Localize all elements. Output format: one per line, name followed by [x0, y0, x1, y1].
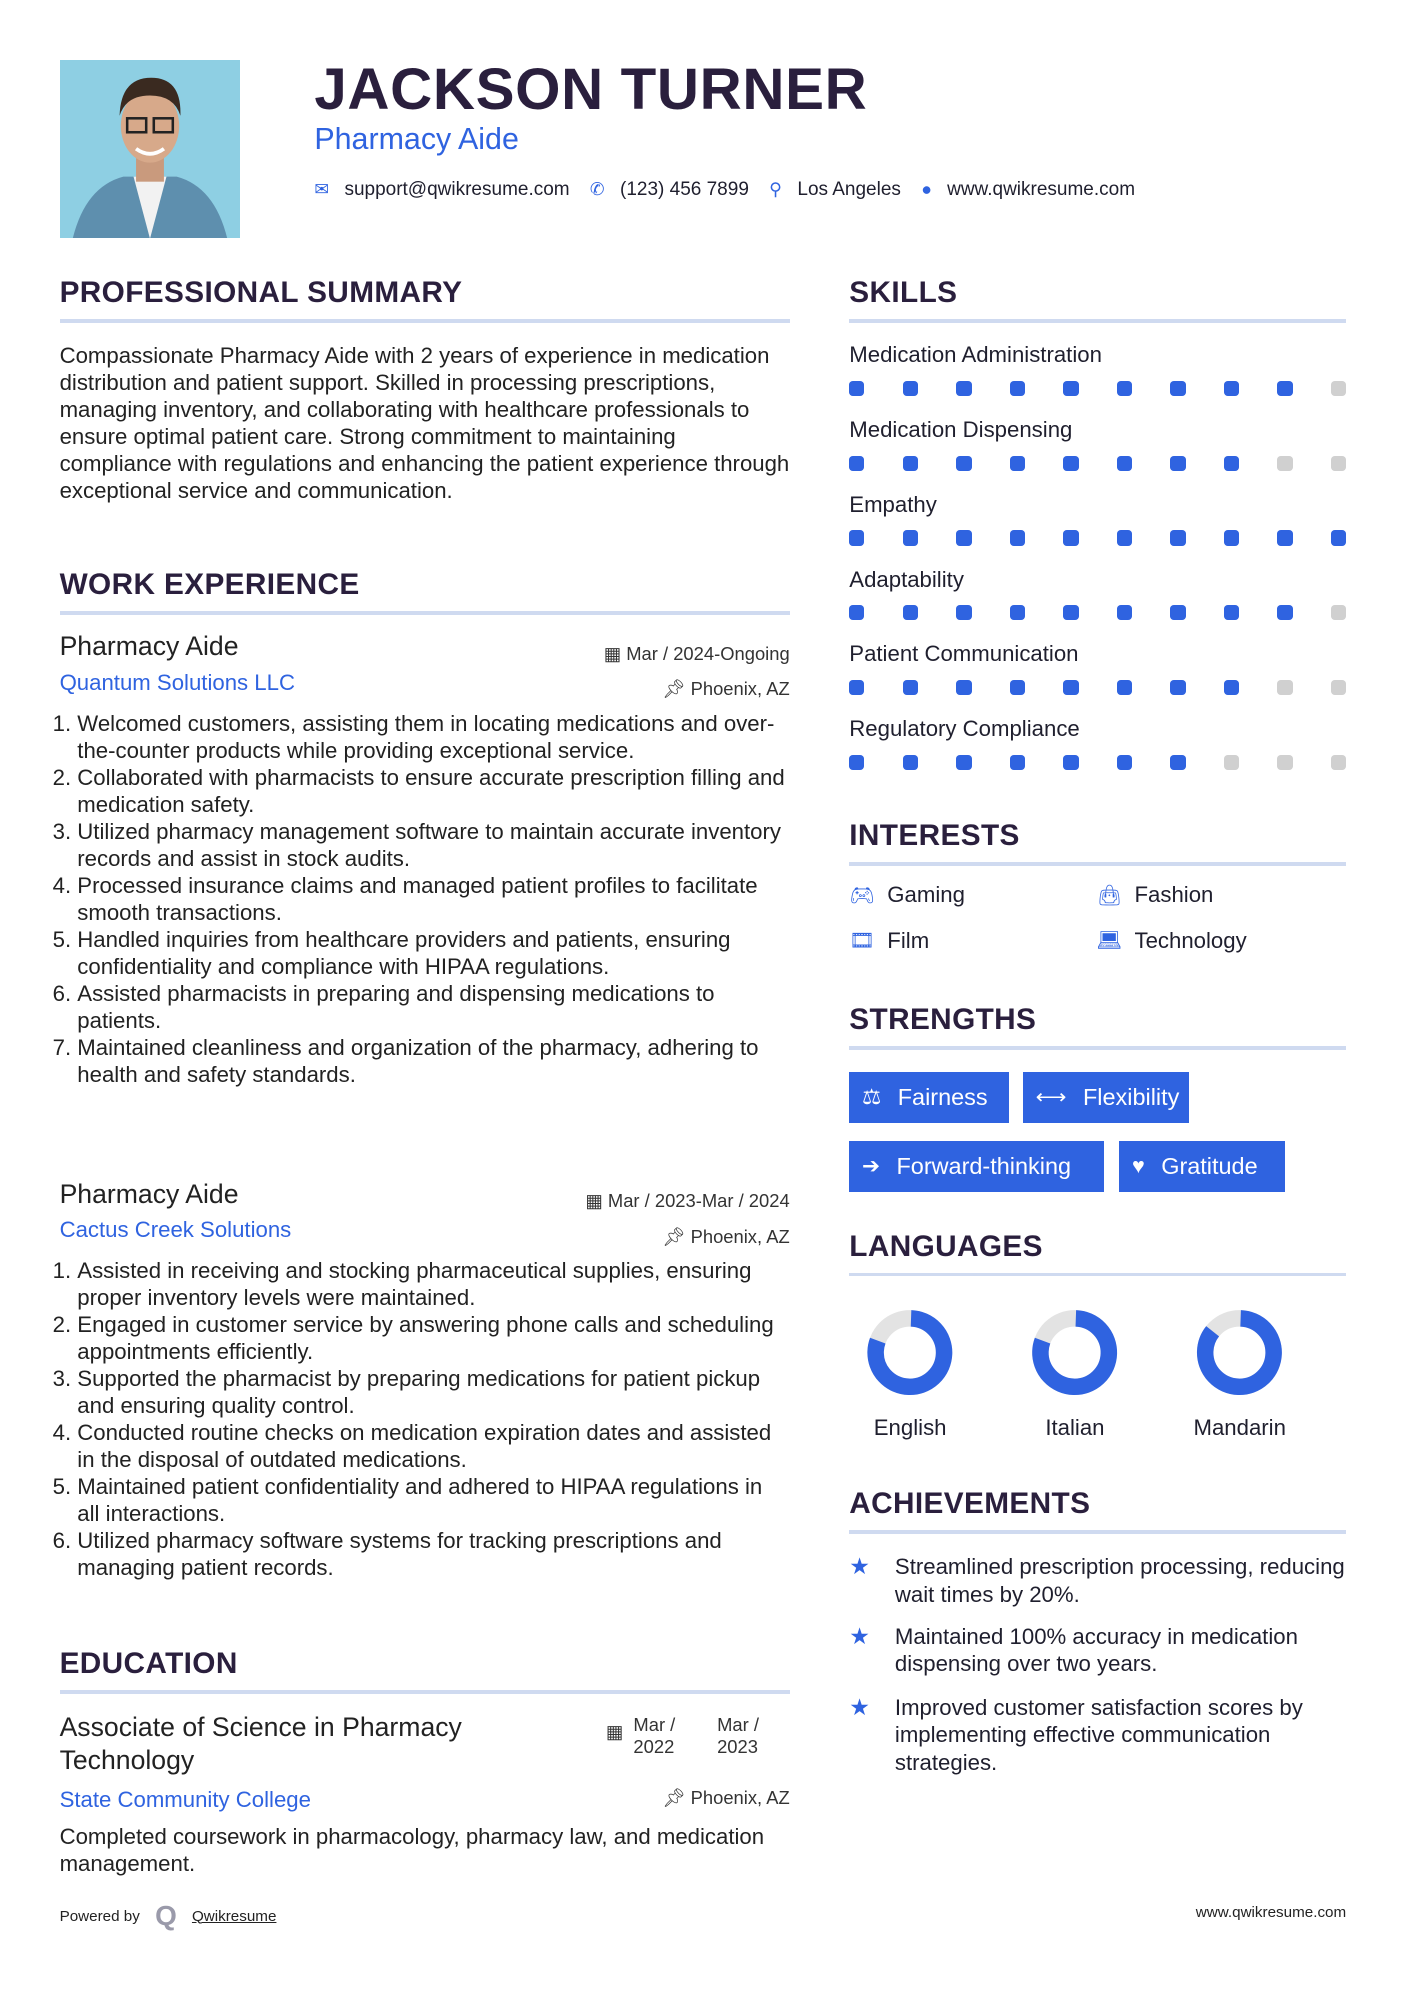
rating-dot	[1063, 680, 1078, 695]
rating-dot	[903, 605, 918, 620]
rating-dot	[1170, 381, 1185, 396]
skill-rating	[849, 605, 1346, 620]
pin-icon: 📌︎	[662, 678, 691, 700]
rating-dot	[849, 456, 864, 471]
job-duties	[60, 1257, 790, 1581]
skill-row	[849, 342, 1346, 417]
skill-rating	[849, 381, 1346, 396]
envelope-icon: ✉	[314, 179, 330, 200]
summary-heading: PROFESSIONAL SUMMARY	[59, 276, 463, 310]
skill-rating	[849, 755, 1346, 770]
strength-label: Forward-thinking	[896, 1152, 1072, 1179]
rating-dot	[849, 680, 864, 695]
school-location	[662, 1787, 790, 1809]
rating-dot	[1117, 680, 1132, 695]
footer-website[interactable]: www.qwikresume.com	[1195, 1903, 1347, 1921]
arrows-horizontal-icon: ⟷	[1035, 1085, 1067, 1110]
rating-dot	[903, 755, 918, 770]
skill-row	[849, 567, 1346, 642]
skills-heading: SKILLS	[849, 276, 958, 310]
rating-dot	[1224, 755, 1239, 770]
job-entry	[60, 1179, 790, 1582]
achievement-item	[849, 1623, 1356, 1679]
globe-icon: ●	[921, 179, 932, 200]
rating-dot	[1010, 381, 1025, 396]
rating-dot	[849, 381, 864, 396]
job-date	[585, 1190, 789, 1212]
rating-dot	[1010, 755, 1025, 770]
rating-dot	[903, 456, 918, 471]
shopping-bag-icon: 👜︎	[1096, 884, 1123, 907]
rating-dot	[1224, 605, 1239, 620]
rating-dot	[1063, 456, 1078, 471]
duty-item: 3. Supported the pharmacist by preparing medications for patient pickup and ensuring quality control.	[77, 1365, 789, 1419]
interest-label: Technology	[1134, 927, 1247, 953]
rating-dot	[1331, 755, 1346, 770]
qwikresume-logo-icon: Q	[155, 1900, 177, 1932]
rating-dot	[1224, 456, 1239, 471]
location-text: Los Angeles	[797, 178, 901, 200]
rating-dot	[1010, 605, 1025, 620]
calendar-icon: ▦	[585, 1190, 608, 1212]
duty-item: 5. Handled inquiries from healthcare providers and patients, ensuring confidentiality and compliance with HIPAA regulations.	[77, 926, 789, 980]
rating-dot	[1170, 680, 1185, 695]
strength-forward-thinking	[849, 1141, 1104, 1192]
location-text: Phoenix, AZ	[690, 1225, 790, 1247]
skill-row	[849, 492, 1346, 567]
map-pin-icon: ⚲	[769, 179, 783, 200]
rating-dot	[1063, 755, 1078, 770]
skill-label: Adaptability	[849, 566, 964, 592]
rating-dot	[1117, 605, 1132, 620]
duty-item: 7. Maintained cleanliness and organization of the pharmacy, adhering to health and safety standards.	[77, 1034, 789, 1088]
skill-label: Patient Communication	[849, 641, 1079, 667]
pin-icon: 📌︎	[662, 1225, 691, 1247]
rating-dot	[1331, 530, 1346, 545]
balance-scale-icon: ⚖	[861, 1085, 882, 1110]
skill-label: Medication Administration	[849, 342, 1102, 368]
skill-label: Medication Dispensing	[849, 417, 1073, 443]
achievements-heading: ACHIEVEMENTS	[849, 1486, 1091, 1520]
skill-row	[849, 417, 1346, 492]
website-link[interactable]: www.qwikresume.com	[947, 178, 1136, 200]
strength-label: Flexibility	[1082, 1084, 1180, 1111]
achievement-item	[849, 1694, 1356, 1778]
degree-title: Associate of Science in Pharmacy Technology	[59, 1712, 462, 1776]
summary-text: Compassionate Pharmacy Aide with 2 years of experience in medication distribution and patient support. Skilled in processing prescriptions, managing inventory, and collaborating with healthcare professionals to ensure optimal patient care. Strong commitment to maintaining compliance with regulations and enhancing the patient experience through exceptional service and communication.	[59, 343, 790, 504]
duty-item: 1. Assisted in receiving and stocking pharmaceutical supplies, ensuring proper inventory levels were maintained.	[77, 1257, 789, 1311]
rating-dot	[1117, 530, 1132, 545]
rating-dot	[1063, 381, 1078, 396]
skill-rating	[849, 680, 1346, 695]
language-donuts	[849, 1293, 1346, 1420]
job-duties	[60, 710, 790, 1088]
interest-label: Film	[887, 927, 930, 953]
education-dates	[606, 1714, 770, 1758]
strength-gratitude	[1119, 1141, 1285, 1192]
rating-dot	[1170, 755, 1185, 770]
rating-dot	[1277, 680, 1292, 695]
skill-label: Empathy	[849, 491, 937, 517]
language-label: English	[873, 1414, 947, 1440]
pin-icon: 📌︎	[662, 1787, 691, 1809]
strength-label: Gratitude	[1161, 1152, 1258, 1179]
rating-dot	[1170, 456, 1185, 471]
contact-bar	[314, 179, 1155, 201]
job-location	[662, 1226, 790, 1248]
duty-item: 1. Welcomed customers, assisting them in locating medications and over-the-counter products while providing exceptional service.	[77, 710, 789, 764]
section-divider	[60, 1690, 790, 1694]
interest-technology	[1096, 928, 1246, 954]
duty-item: 3. Utilized pharmacy management software to maintain accurate inventory records and assist in stock audits.	[77, 818, 789, 872]
section-divider	[849, 1530, 1346, 1534]
rating-dot	[1224, 381, 1239, 396]
skill-row	[849, 641, 1346, 716]
strengths-heading: STRENGTHS	[849, 1002, 1037, 1036]
footer-powered	[60, 1900, 277, 1932]
section-divider	[60, 319, 790, 323]
section-divider	[849, 319, 1346, 323]
rating-dot	[1277, 530, 1292, 545]
rating-dot	[1277, 381, 1292, 396]
candidate-role: Pharmacy Aide	[314, 121, 519, 156]
rating-dot	[1277, 456, 1292, 471]
rating-dot	[1331, 381, 1346, 396]
rating-dot	[1224, 680, 1239, 695]
rating-dot	[956, 680, 971, 695]
job-title: Pharmacy Aide	[59, 631, 239, 662]
rating-dot	[1170, 530, 1185, 545]
interest-gaming	[849, 882, 965, 908]
brand-link[interactable]: Qwikresume	[191, 1907, 277, 1925]
rating-dot	[849, 755, 864, 770]
phone-icon: ✆	[589, 179, 605, 200]
rating-dot	[1331, 680, 1346, 695]
calendar-icon: ▦	[603, 642, 627, 664]
star-icon: ★	[849, 1552, 870, 1579]
phone-text: (123) 456 7899	[620, 178, 749, 200]
location-text: Phoenix, AZ	[690, 678, 790, 700]
duty-item: 2. Collaborated with pharmacists to ensure accurate prescription filling and medication safety.	[77, 764, 789, 818]
rating-dot	[1010, 456, 1025, 471]
interest-label: Gaming	[887, 882, 965, 908]
arrow-right-icon: ➔	[861, 1153, 880, 1178]
film-icon: 🎞︎	[849, 930, 876, 953]
rating-dot	[1063, 605, 1078, 620]
rating-dot	[1010, 680, 1025, 695]
languages-heading: LANGUAGES	[849, 1229, 1043, 1263]
email-link[interactable]: support@qwikresume.com	[344, 178, 570, 200]
duty-item: 2. Engaged in customer service by answering phone calls and scheduling appointments efficiently.	[77, 1311, 789, 1365]
profile-photo	[60, 60, 240, 239]
duty-item: 6. Utilized pharmacy software systems for tracking prescriptions and managing patient records.	[77, 1527, 789, 1581]
rating-dot	[1331, 605, 1346, 620]
work-heading: WORK EXPERIENCE	[59, 567, 360, 601]
interests-heading: INTERESTS	[849, 818, 1020, 852]
interest-film	[849, 928, 929, 954]
duty-item: 4. Processed insurance claims and managed patient profiles to facilitate smooth transactions.	[77, 872, 789, 926]
start-date: Mar / 2022	[633, 1713, 676, 1757]
strength-fairness	[849, 1072, 1009, 1123]
job-date	[604, 643, 790, 665]
language-label: Mandarin	[1193, 1414, 1286, 1440]
date-text: Mar / 2023-Mar / 2024	[607, 1190, 790, 1212]
language-label: Italian	[1045, 1414, 1105, 1440]
achievement-text: Streamlined prescription processing, reducing wait times by 20%.	[894, 1553, 1345, 1607]
calendar-icon: ▦	[605, 1721, 624, 1743]
rating-dot	[956, 605, 971, 620]
company-name: Quantum Solutions LLC	[59, 669, 295, 695]
job-location	[662, 678, 790, 700]
interest-label: Fashion	[1134, 882, 1214, 908]
candidate-name: JACKSON TURNER	[314, 56, 868, 122]
skill-rating	[849, 530, 1346, 545]
star-icon: ★	[849, 1693, 870, 1720]
rating-dot	[1063, 530, 1078, 545]
gamepad-icon: 🎮︎	[849, 884, 876, 907]
powered-by-text: Powered by	[59, 1907, 140, 1925]
section-divider	[60, 611, 790, 615]
job-title: Pharmacy Aide	[59, 1178, 239, 1209]
skill-row	[849, 716, 1346, 791]
rating-dot	[956, 530, 971, 545]
rating-dot	[903, 530, 918, 545]
duty-item: 6. Assisted pharmacists in preparing and dispensing medications to patients.	[77, 980, 789, 1034]
heart-icon: ♥	[1131, 1153, 1145, 1178]
laptop-icon: 💻︎	[1096, 930, 1123, 953]
company-name: Cactus Creek Solutions	[59, 1217, 292, 1243]
rating-dot	[956, 381, 971, 396]
achievement-text: Maintained 100% accuracy in medication dispensing over two years.	[894, 1623, 1298, 1677]
rating-dot	[956, 456, 971, 471]
rating-dot	[849, 530, 864, 545]
rating-dot	[1224, 530, 1239, 545]
section-divider	[849, 1046, 1346, 1050]
duty-item: 4. Conducted routine checks on medication expiration dates and assisted in the disposal of outdated medications.	[77, 1419, 789, 1473]
school-name: State Community College	[59, 1787, 311, 1813]
education-description: Completed coursework in pharmacology, pharmacy law, and medication management.	[59, 1823, 765, 1876]
strength-label: Fairness	[897, 1084, 988, 1111]
duty-item: 5. Maintained patient confidentiality and adhered to HIPAA regulations in all interactions.	[77, 1473, 789, 1527]
strength-flexibility	[1023, 1072, 1189, 1123]
rating-dot	[1277, 755, 1292, 770]
achievement-text: Improved customer satisfaction scores by implementing effective communication strategies.	[894, 1694, 1303, 1776]
job-entry	[60, 631, 790, 1088]
end-date: Mar / 2023	[717, 1713, 759, 1757]
rating-dot	[903, 680, 918, 695]
location-text: Phoenix, AZ	[690, 1787, 790, 1809]
rating-dot	[1117, 381, 1132, 396]
skill-label: Regulatory Compliance	[849, 716, 1080, 742]
achievement-item	[849, 1553, 1356, 1609]
date-text: Mar / 2024-Ongoing	[626, 642, 790, 664]
section-divider	[849, 862, 1346, 866]
interest-fashion	[1096, 882, 1213, 908]
star-icon: ★	[849, 1622, 870, 1649]
skills-list	[849, 342, 1346, 791]
rating-dot	[1010, 530, 1025, 545]
rating-dot	[849, 605, 864, 620]
rating-dot	[1277, 605, 1292, 620]
section-divider	[849, 1273, 1346, 1277]
rating-dot	[1170, 605, 1185, 620]
skill-rating	[849, 456, 1346, 471]
rating-dot	[956, 755, 971, 770]
education-heading: EDUCATION	[59, 1646, 238, 1680]
rating-dot	[1331, 456, 1346, 471]
rating-dot	[903, 381, 918, 396]
rating-dot	[1117, 456, 1132, 471]
rating-dot	[1117, 755, 1132, 770]
